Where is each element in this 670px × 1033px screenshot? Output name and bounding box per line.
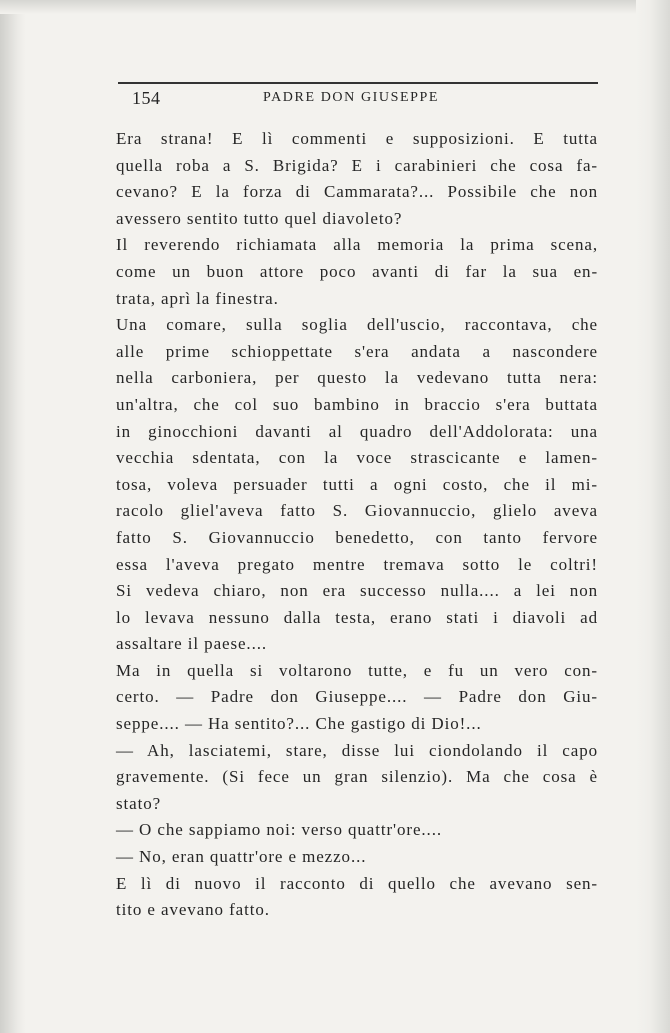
- text-line: essa l'aveva pregato mentre tremava sotto le coltri!: [116, 554, 598, 574]
- text-line: certo. — Padre don Giuseppe.... — Padre don Giu-: [116, 687, 598, 707]
- text-line: un'altra, che col suo bambino in braccio s'era buttata: [116, 394, 598, 414]
- text-line: Ma in quella si voltarono tutte, e fu un vero con-: [116, 660, 598, 680]
- text-line: Si vedeva chiaro, non era successo nulla.... a lei non: [116, 581, 598, 601]
- text-line: racolo gliel'aveva fatto S. Giovannuccio, glielo aveva: [116, 501, 598, 521]
- page-edge-shadow: [636, 0, 670, 1033]
- text-line: assaltare il paese....: [116, 634, 268, 654]
- text-line: — Ah, lasciatemi, stare, disse lui ciondolando il capo: [116, 740, 598, 760]
- page-top-shadow: [0, 0, 670, 14]
- text-line: in ginocchioni davanti al quadro dell'Addolorata: una: [116, 421, 598, 441]
- running-title: PADRE DON GIUSEPPE: [263, 90, 440, 105]
- page-header: [118, 86, 598, 112]
- text-line: trata, aprì la finestra.: [116, 288, 279, 308]
- text-line: nella carboniera, per questo la vedevano tutta nera:: [116, 368, 598, 388]
- body-text: [116, 126, 598, 924]
- page-gutter-shadow: [0, 0, 26, 1033]
- header-rule: [118, 82, 598, 84]
- text-line: seppe.... — Ha sentito?... Che gastigo di Dio!...: [116, 714, 482, 734]
- page-number: 154: [132, 88, 161, 108]
- text-line: cevano? E la forza di Cammarata?... Possibile che non: [116, 182, 598, 202]
- text-line: gravemente. (Si fece un gran silenzio). Ma che cosa è: [116, 767, 598, 787]
- text-line: come un buon attore poco avanti di far la sua en-: [116, 261, 598, 281]
- text-line: vecchia sdentata, con la voce strascicante e lamen-: [116, 448, 598, 468]
- text-line: fatto S. Giovannuccio benedetto, con tanto fervore: [116, 527, 598, 547]
- text-line: Il reverendo richiamata alla memoria la prima scena,: [116, 235, 598, 255]
- text-line: quella roba a S. Brigida? E i carabinieri che cosa fa-: [116, 155, 598, 175]
- text-line: E lì di nuovo il racconto di quello che avevano sen-: [116, 873, 598, 893]
- text-line: avessero sentito tutto quel diavoleto?: [116, 208, 403, 228]
- text-line: tito e avevano fatto.: [116, 900, 270, 920]
- text-line: Una comare, sulla soglia dell'uscio, raccontava, che: [116, 315, 598, 335]
- text-line: Era strana! E lì commenti e supposizioni. E tutta: [116, 129, 598, 148]
- text-line: stato?: [116, 793, 162, 813]
- text-line: alle prime schioppettate s'era andata a nascondere: [116, 341, 598, 361]
- text-line: lo levava nessuno dalla testa, erano stati i diavoli ad: [116, 607, 598, 627]
- text-line: — No, eran quattr'ore e mezzo...: [116, 847, 367, 867]
- text-line: — O che sappiamo noi: verso quattr'ore....: [116, 820, 443, 840]
- text-line: tosa, voleva persuader tutti a ogni costo, che il mi-: [116, 474, 598, 494]
